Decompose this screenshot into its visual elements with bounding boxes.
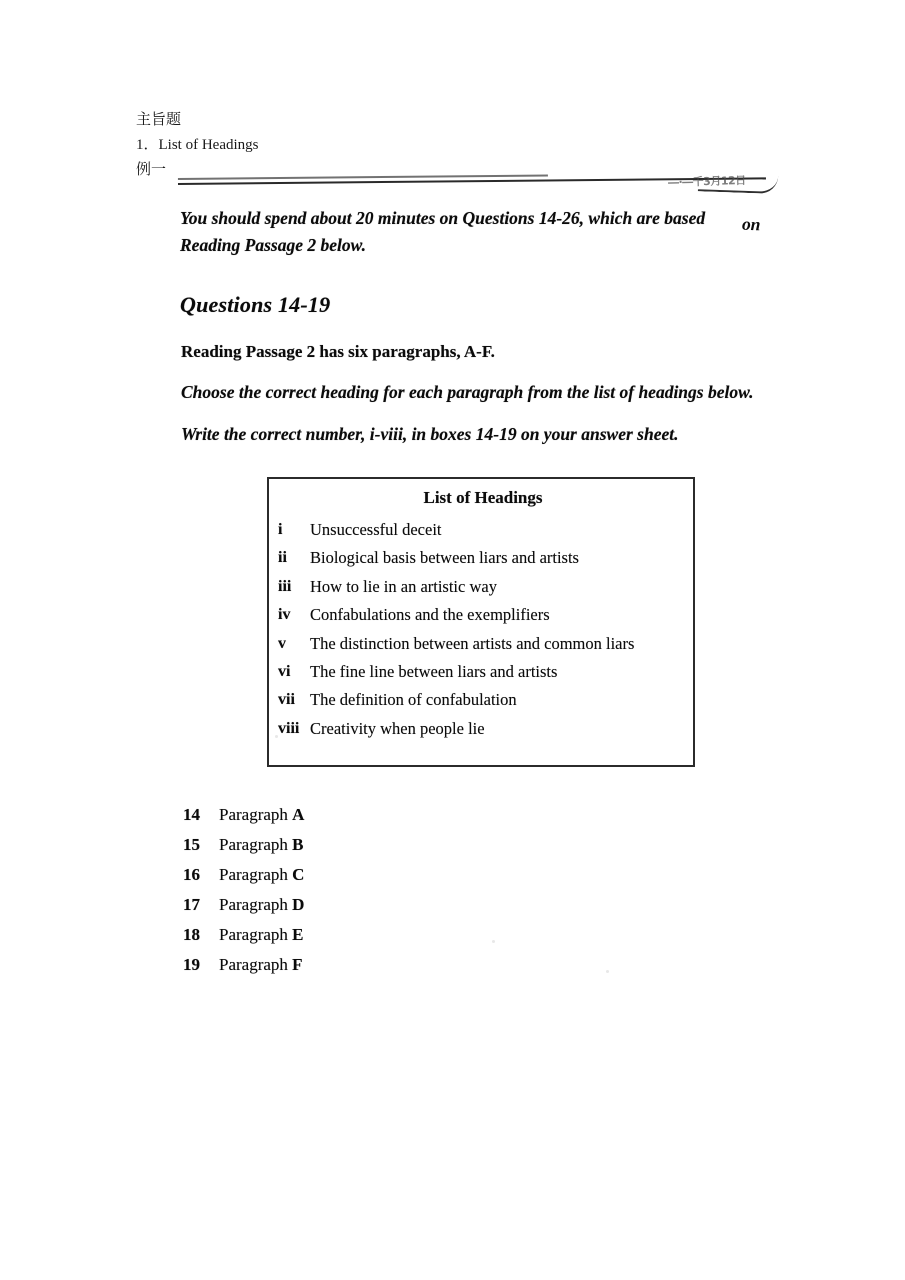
question-number: 16	[183, 865, 200, 884]
question-label	[219, 860, 304, 890]
scan-ghost-artifact	[290, 258, 750, 274]
scan-ghost-artifact	[560, 288, 760, 304]
question-paragraph-letter: F	[292, 955, 303, 974]
instruction-intro-line-1: You should spend about 20 minutes on Questions 14-26, which are based	[180, 208, 706, 228]
heading-item	[269, 573, 697, 601]
notes-line-topic: 主旨题	[136, 112, 182, 128]
heading-item	[269, 715, 697, 743]
heading-text: Unsuccessful deceit	[310, 520, 442, 539]
question-row	[183, 830, 483, 860]
question-row	[183, 920, 483, 950]
page-date-stamp: ―·―千3月12日	[667, 173, 746, 190]
question-label	[219, 800, 304, 830]
scan-speck	[492, 940, 495, 943]
question-paragraph-letter: A	[292, 805, 305, 824]
instruction-intro-line-1-trailing: on	[741, 213, 761, 235]
questions-heading: Questions 14-19	[180, 292, 331, 317]
question-number: 14	[183, 805, 200, 824]
question-label-text: Paragraph	[219, 955, 288, 974]
question-label	[219, 920, 304, 950]
question-label-text: Paragraph	[219, 805, 288, 824]
heading-text: How to lie in an artistic way	[310, 576, 497, 596]
list-of-headings-title: List of Headings	[423, 488, 543, 507]
question-number: 19	[183, 955, 200, 974]
question-label	[219, 890, 304, 920]
heading-item	[269, 516, 697, 544]
instruction-write-number: Write the correct number, i-viii, in boxes 14-19 on your answer sheet.	[181, 424, 679, 444]
heading-item	[269, 686, 697, 714]
question-label-text: Paragraph	[219, 865, 288, 884]
question-paragraph-letter: D	[292, 895, 305, 914]
question-row	[183, 950, 483, 980]
heading-text: The definition of confabulation	[310, 690, 517, 710]
heading-item	[269, 658, 697, 686]
heading-numeral: iv	[278, 606, 291, 624]
scan-speck	[606, 970, 609, 973]
question-number: 17	[183, 895, 200, 914]
question-label-text: Paragraph	[219, 835, 288, 854]
scan-ghost-artifact	[370, 320, 750, 336]
question-number: 15	[183, 835, 200, 854]
heading-text: Confabulations and the exemplifiers	[310, 605, 550, 625]
heading-text: Creativity when people lie	[310, 718, 485, 738]
heading-item	[269, 544, 697, 572]
question-label-text: Paragraph	[219, 925, 288, 944]
question-number: 18	[183, 925, 200, 944]
instruction-paragraph-count: Reading Passage 2 has six paragraphs, A-F.	[181, 342, 495, 361]
heading-numeral: i	[278, 521, 283, 538]
heading-numeral: v	[278, 634, 286, 652]
question-paragraph-letter: E	[292, 925, 304, 944]
instruction-choose-heading: Choose the correct heading for each paragraph from the list of headings below.	[181, 382, 754, 402]
question-label	[219, 830, 304, 860]
question-label	[219, 950, 303, 980]
list-of-headings-box	[267, 477, 695, 767]
question-paragraph-letter: B	[292, 835, 304, 854]
question-row	[183, 860, 483, 890]
heading-text: The distinction between artists and common liars	[310, 633, 635, 653]
notes-line-task-type: 1．List of Headings	[136, 137, 259, 153]
heading-numeral: iii	[278, 577, 292, 595]
instruction-intro-line-2: Reading Passage 2 below.	[180, 235, 367, 255]
heading-numeral: ii	[278, 549, 287, 567]
question-label-text: Paragraph	[219, 895, 288, 914]
heading-item	[269, 630, 697, 658]
heading-numeral: vi	[278, 662, 291, 680]
heading-item	[269, 601, 697, 629]
notes-line-example: 例一	[136, 162, 167, 178]
heading-numeral: vii	[278, 691, 295, 709]
question-list	[183, 800, 483, 980]
question-paragraph-letter: C	[292, 865, 305, 884]
heading-text: The fine line between liars and artists	[310, 661, 558, 681]
heading-numeral: viii	[278, 719, 300, 737]
question-row	[183, 800, 483, 830]
heading-text: Biological basis between liars and artists	[310, 548, 579, 568]
list-of-headings-items	[269, 516, 697, 743]
question-row	[183, 890, 483, 920]
